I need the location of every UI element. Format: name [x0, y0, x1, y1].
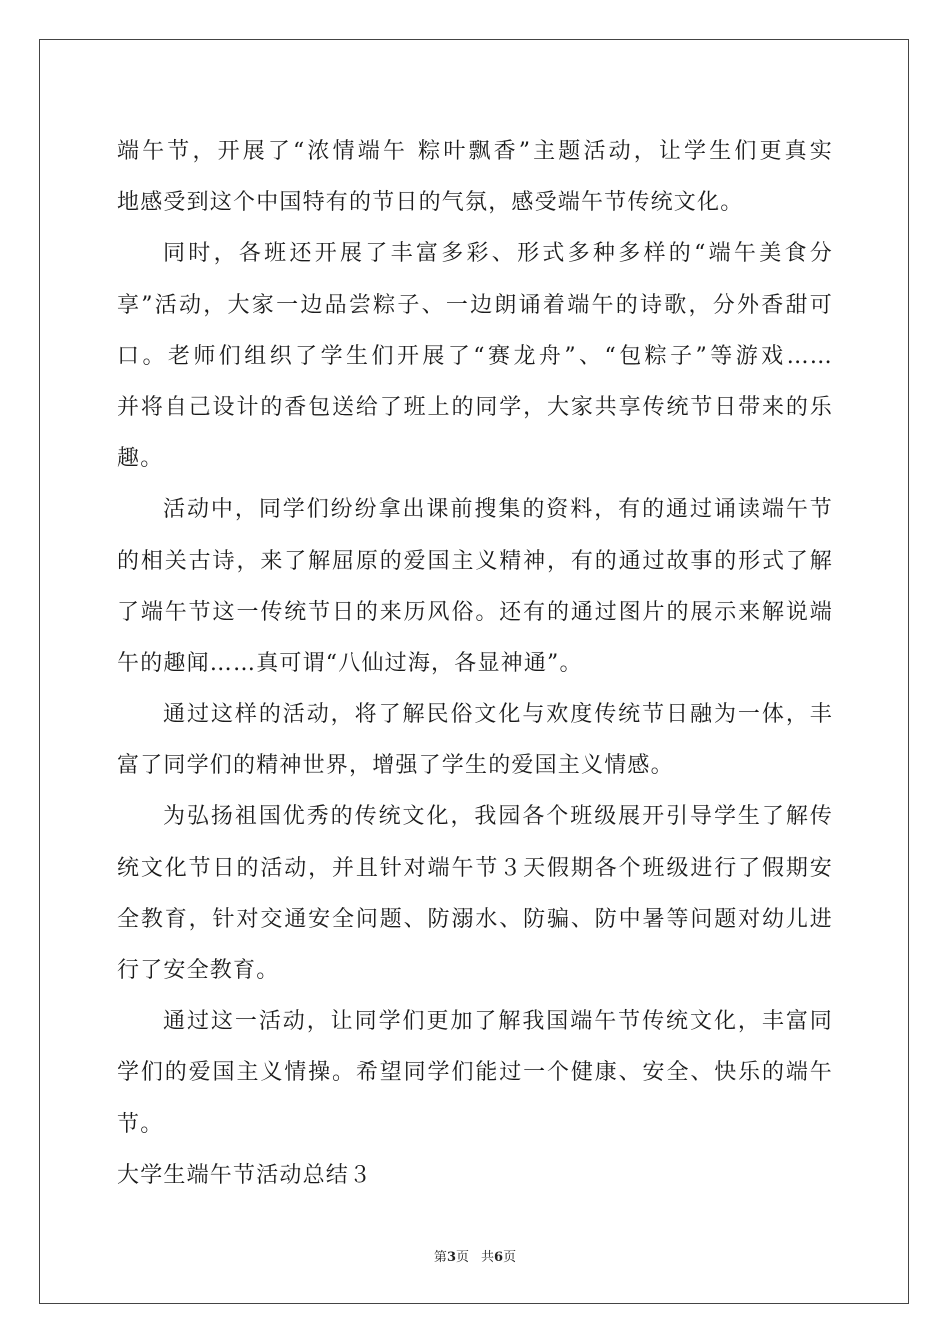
page-suffix: 页 [455, 1250, 469, 1265]
paragraph-start-line: 为弘扬祖国优秀的传统文化，我园各个班级展开引导学生了解传 [163, 804, 833, 830]
text-line: 全教育，针对交通安全问题、防溺水、防骗、防中暑等问题对幼儿进 [117, 906, 833, 932]
text-line: 午的趣闻……真可谓“八仙过海，各显神通”。 [117, 650, 583, 676]
paragraph-start-line: 通过这一活动，让同学们更加了解我国端午节传统文化，丰富同 [163, 1009, 833, 1035]
paragraph-start-line: 同时，各班还开展了丰富多彩、形式多种多样的“端午美食分 [163, 241, 833, 267]
page-footer [0, 1250, 950, 1266]
text-line: 富了同学们的精神世界，增强了学生的爱国主义情感。 [117, 753, 674, 779]
document-body [117, 126, 833, 1201]
text-line: 行了安全教育。 [117, 958, 280, 983]
page-number: 3 [446, 1250, 456, 1265]
page-prefix: 第 [433, 1250, 447, 1265]
total-pages: 6 [494, 1250, 504, 1265]
text-line: 的相关古诗，来了解屈原的爱国主义精神，有的通过故事的形式了解 [117, 548, 833, 574]
text-line: 并将自己设计的香包送给了班上的同学，大家共享传统节日带来的乐 [117, 394, 833, 420]
text-line: 学们的爱国主义情操。希望同学们能过一个健康、安全、快乐的端午 [117, 1060, 833, 1086]
text-line: 地感受到这个中国特有的节日的气氛，感受端午节传统文化。 [117, 190, 744, 216]
text-line: 了端午节这一传统节日的来历风俗。还有的通过图片的展示来解说端 [117, 599, 833, 625]
text-line: 趣。 [117, 446, 164, 472]
text-line: 统文化节日的活动，并且针对端午节３天假期各个班级进行了假期安 [117, 855, 833, 881]
total-suffix: 页 [503, 1250, 517, 1265]
text-line: 节。 [117, 1111, 164, 1137]
paragraph-start-line: 通过这样的活动，将了解民俗文化与欢度传统节日融为一体，丰 [163, 702, 833, 728]
paragraph-start-line: 活动中，同学们纷纷拿出课前搜集的资料，有的通过诵读端午节 [163, 497, 833, 523]
text-line: 口。老师们组织了学生们开展了“赛龙舟”、“包粽子”等游戏…… [117, 343, 833, 369]
total-prefix: 共 [481, 1250, 495, 1265]
text-line: 端午节，开展了“浓情端午 粽叶飘香”主题活动，让学生们更真实 [117, 139, 833, 164]
text-line: 享”活动，大家一边品尝粽子、一边朗诵着端午的诗歌，分外香甜可 [117, 292, 833, 318]
section-heading: 大学生端午节活动总结３ [117, 1162, 373, 1188]
